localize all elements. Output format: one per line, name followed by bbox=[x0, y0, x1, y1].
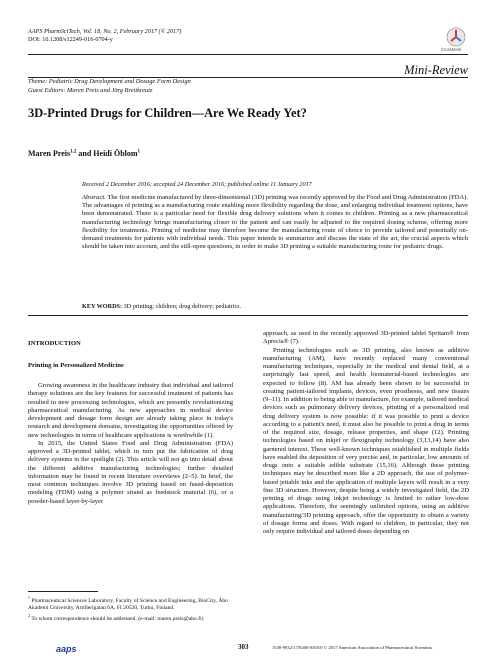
keywords bbox=[82, 303, 468, 311]
body-paragraph: In 2015, the United States Food and Drug Administration (FDA) approved a 3D-printed tablet, which in turn put the fabrication of drug delivery systems in the spotlight (2). This article will not go into detail about the different additive manufacturing technologies; further detailed information may be found in recent literature overviews (2–5). In brief, the most common techniques involve 3D printing based on fused-deposition modeling (FDM) using a polymer strand as feedstock material (6), or a powder-based layer-by-layer bbox=[28, 439, 233, 505]
article-type: Mini-Review bbox=[404, 63, 468, 77]
author-connector: and bbox=[76, 149, 94, 158]
article-title: 3D-Printed Drugs for Children—Are We Ready Yet? bbox=[28, 106, 307, 120]
crossmark-label: CrossMark bbox=[441, 47, 462, 52]
right-column bbox=[263, 330, 469, 536]
author-line bbox=[28, 149, 140, 158]
copyright-line: 1530-9932/17/0200-0303/0 © 2017 American Association of Pharmaceutical Scientists bbox=[272, 645, 433, 650]
aaps-logo: aaps bbox=[56, 644, 77, 654]
footnote bbox=[28, 612, 233, 623]
footnotes bbox=[28, 594, 233, 624]
footnote bbox=[28, 594, 233, 612]
left-column bbox=[28, 382, 233, 506]
subsection-heading: Printing in Personalized Medicine bbox=[28, 362, 124, 369]
abstract-text: The first medicine manufactured by three-dimensional (3D) printing was recently approved by the Food and Drug Administration (FDA). The advantages of printing as a manufacturing route enabling more flexibility regarding the dose, and enlarging individual treatment options, have been demonstrated. There is a particular need for flexible drug delivery solutions when it comes to children. Printing as a new pharmaceutical manufacturing technology brings manufacturing closer to the patient and can easily be adjusted to the required dosing scheme, offering more flexibility for treatments. Printing of medicine may therefore become the manufacturing route of choice to provide tailored and potentially on-demand treatments for patients with individual needs. This paper intends to summarize and discuss the state of the art, the crucial aspects which should be taken into account, and the still-open questions, in order to make 3D printing a suitable manufacturing route for pediatric drugs. bbox=[82, 194, 468, 251]
received-dates: Received 2 December 2016; accepted 24 December 2016; published online 11 January 2017 bbox=[82, 181, 312, 188]
abstract bbox=[82, 194, 468, 251]
theme-block bbox=[28, 78, 191, 95]
guest-editors: Guest Editors: Maren Preis and Jörg Breitkreutz bbox=[28, 86, 153, 94]
affiliation-sup[interactable]: 1 bbox=[137, 149, 141, 155]
footnote-rule bbox=[28, 591, 98, 592]
keywords-label: KEY WORDS: bbox=[82, 303, 123, 310]
abstract-bottom-rule bbox=[28, 315, 468, 316]
footnote-text: To whom correspondence should be addressed. (e-mail: maren.preis@abo.fi) bbox=[31, 616, 204, 623]
abstract-label: Abstract. bbox=[82, 194, 106, 201]
footnote-marker: 2 bbox=[28, 613, 30, 619]
section-heading: INTRODUCTION bbox=[28, 340, 81, 347]
theme-line: Theme: Pediatric Drug Development and Dosage Form Design bbox=[28, 78, 191, 85]
crossmark-icon[interactable] bbox=[445, 27, 467, 47]
author-name: Maren Preis bbox=[28, 149, 71, 158]
body-paragraph: Growing awareness in the healthcare industry that individual and tailored therapy solutions are the key features for successful treatment of patients has resulted in new processing technologies, which are presently revolutionizing pharmaceutical manufacturing. As new approaches in medical device development and dosage form design are already taking place in today's research and development domains, investigating the opportunities offered by new technologies in terms of healthcare applications is worthwhile (1). bbox=[28, 382, 233, 439]
keywords-text: 3D printing; children; drug delivery; pediatrics. bbox=[123, 303, 242, 310]
page-number: 303 bbox=[238, 643, 249, 651]
body-paragraph: Printing technologies such as 3D printing, also known as additive manufacturing (AM), have recently replaced many conventional manufacturing techniques, especially in the medical and dental field, at a surprisingly fast speed, and health biomaterial-based technologies are expected to follow (8). AM has already been shown to be successful in creating patient-tailored implants, devices, even prostheses, and new tissues (9–11). In addition to being able to manufacture, for example, tailored medical devices such as pulmonary delivery devices, printing of a personalized oral drug delivery system is now possible: if it was possible to print a device according to a patient's need, it must also be possible to print a drug in terms of the required size, dosage, release properties, and shape (12). Printing technologies based on inkjet or flexography technology (3,13,14) have also garnered interest. These well-known techniques established in multiple fields have enabled the deposition of very precise and, in particular, low amounts of drugs onto a suitable edible substrate (15,16). Although these printing techniques may be described more like a 2D approach, the use of polymer-based jettable inks and the application of multiple layers will result in a very fine 3D structure. However, despite being a widely investigated field, the 2D printing of drugs using inkjet technology is limited to rather low-dose applications. Therefore, the seemingly unlimited options, using an additive manufacturing/3D printing approach, offer the opportunity to obtain a variety of dosage forms and doses. With regard to children, in particular, they not only require individual and tailored doses depending on bbox=[263, 346, 469, 535]
footnote-marker: 1 bbox=[28, 595, 30, 600]
journal-citation: AAPS PharmSciTech, Vol. 18, No. 2, February 2017 (© 2017) bbox=[28, 28, 182, 35]
affiliation-sup[interactable]: 1,2 bbox=[70, 149, 77, 155]
doi-line: DOI: 10.1208/s12249-016-0704-y bbox=[28, 36, 113, 43]
footnote-text: Pharmaceutical Sciences Laboratory, Faculty of Science and Engineering, BioCity, Åbo Akademi University, Artillerigatan 6A, FI 20520, Turku, Finland. bbox=[28, 597, 228, 612]
body-paragraph: approach, as used in the recently approved 3D-printed tablet Spritam® from Aprecia® (7). bbox=[263, 330, 469, 346]
header-rule bbox=[28, 54, 468, 55]
author-name: Heidi Öblom bbox=[93, 149, 138, 158]
